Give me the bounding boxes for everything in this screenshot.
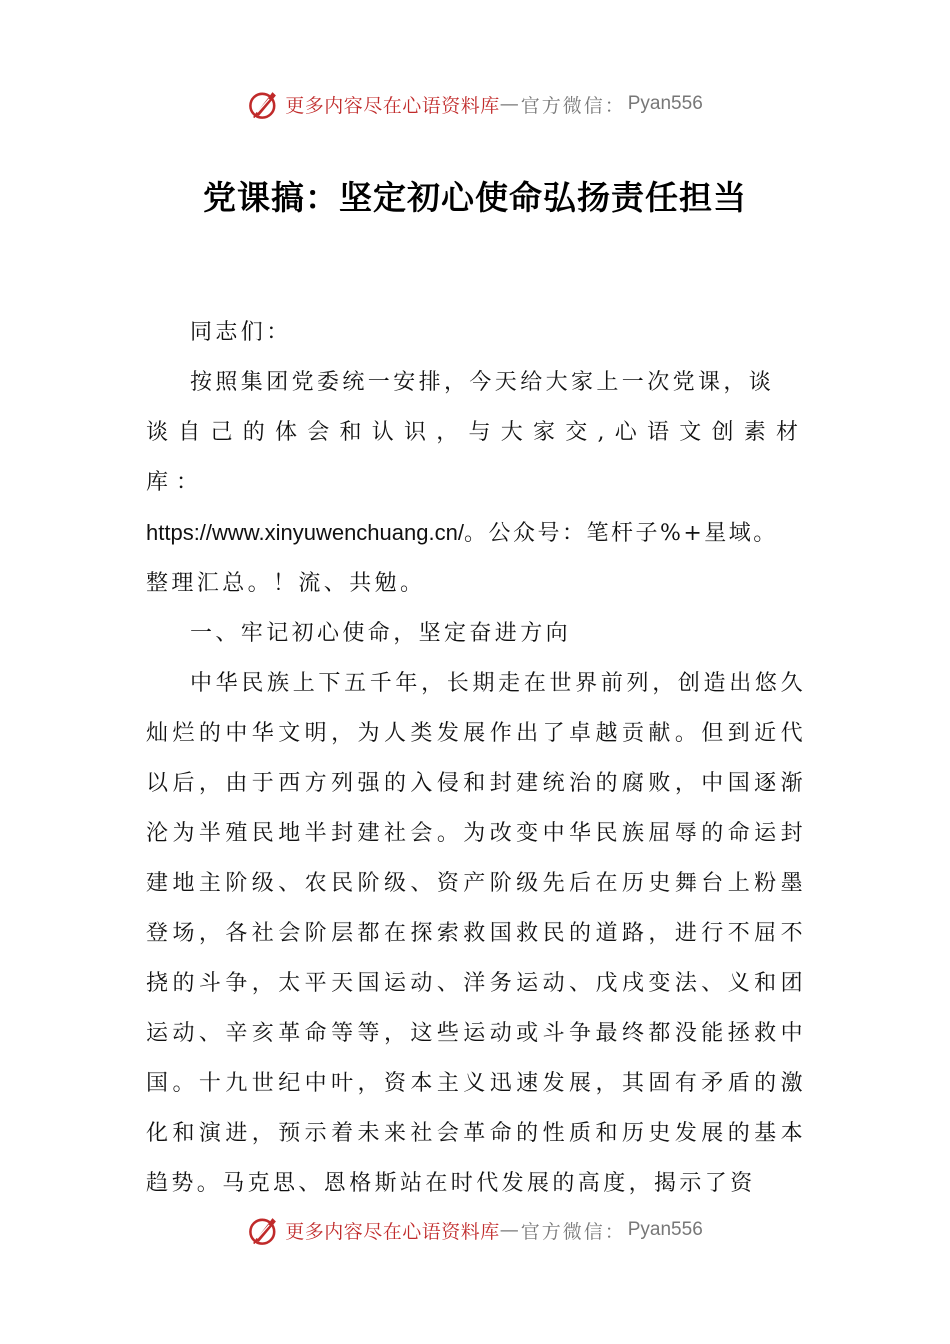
- intro-line-1: 按照集团党委统一安排，今天给大家上一次党课，谈: [190, 370, 775, 395]
- intro-line-2: 谈自己的体会和认识，与大家交,心语文创素材库：: [146, 420, 806, 495]
- document-title: 党课搞：坚定初心使命弘扬责任担当: [203, 178, 747, 217]
- watermark-wechat-label: 官方微信：: [520, 94, 626, 117]
- feather-pen-logo-icon: [247, 87, 281, 121]
- paragraph-1: 中华民族上下五千年，长期走在世界前列，创造出悠久灿烂的中华文明，为人类发展作出了卓越贡献。但到近代以后，由于西方列强的入侵和封建统治的腐败，中国逐渐沦为半殖民地半封建社会。为改变中华民族屈辱的命运封建地主阶级、农民阶级、资产阶级先后在历史舞台上粉墨登场，各社会阶层都在探索救国救民的道路，进行不屈不挠的斗争，太平天国运动、洋务运动、戊戌变法、义和团运动、辛亥革命等等，这些运动或斗争最终都没能拯救中国。十九世纪中叶，资本主义迅速发展，其固有矛盾的激化和演进，预示着未来社会革命的性质和历史发展的基本趋势。马克思、恩格斯站在时代发展的高度，揭示了资: [146, 671, 806, 1196]
- section-1-heading: 一、牢记初心使命，坚定奋进方向: [190, 621, 572, 646]
- intro-line-4: 整理汇总。！流、共勉。: [146, 571, 426, 596]
- intro-line-3-rest: 。公众号：笔杆子%+星域。: [463, 521, 778, 546]
- watermark-wechat-id: Pyan556: [627, 93, 703, 114]
- intro-line-3: [146, 508, 806, 559]
- watermark-slogan: 更多内容尽在心语资料库: [285, 1220, 500, 1243]
- document-body: [146, 308, 806, 1209]
- source-url: https://www.xinyuwenchuang.cn/: [146, 520, 464, 545]
- feather-pen-logo-icon: [247, 1213, 281, 1247]
- footer-watermark: [0, 1210, 950, 1250]
- watermark-wechat-id: Pyan556: [627, 1219, 703, 1240]
- watermark-slogan: 更多内容尽在心语资料库: [285, 94, 500, 117]
- watermark-dash: —: [499, 1219, 521, 1241]
- watermark-wechat-label: 官方微信：: [520, 1220, 626, 1243]
- salutation: 同志们：: [190, 320, 292, 345]
- watermark-dash: —: [499, 93, 521, 115]
- header-watermark: [0, 84, 950, 124]
